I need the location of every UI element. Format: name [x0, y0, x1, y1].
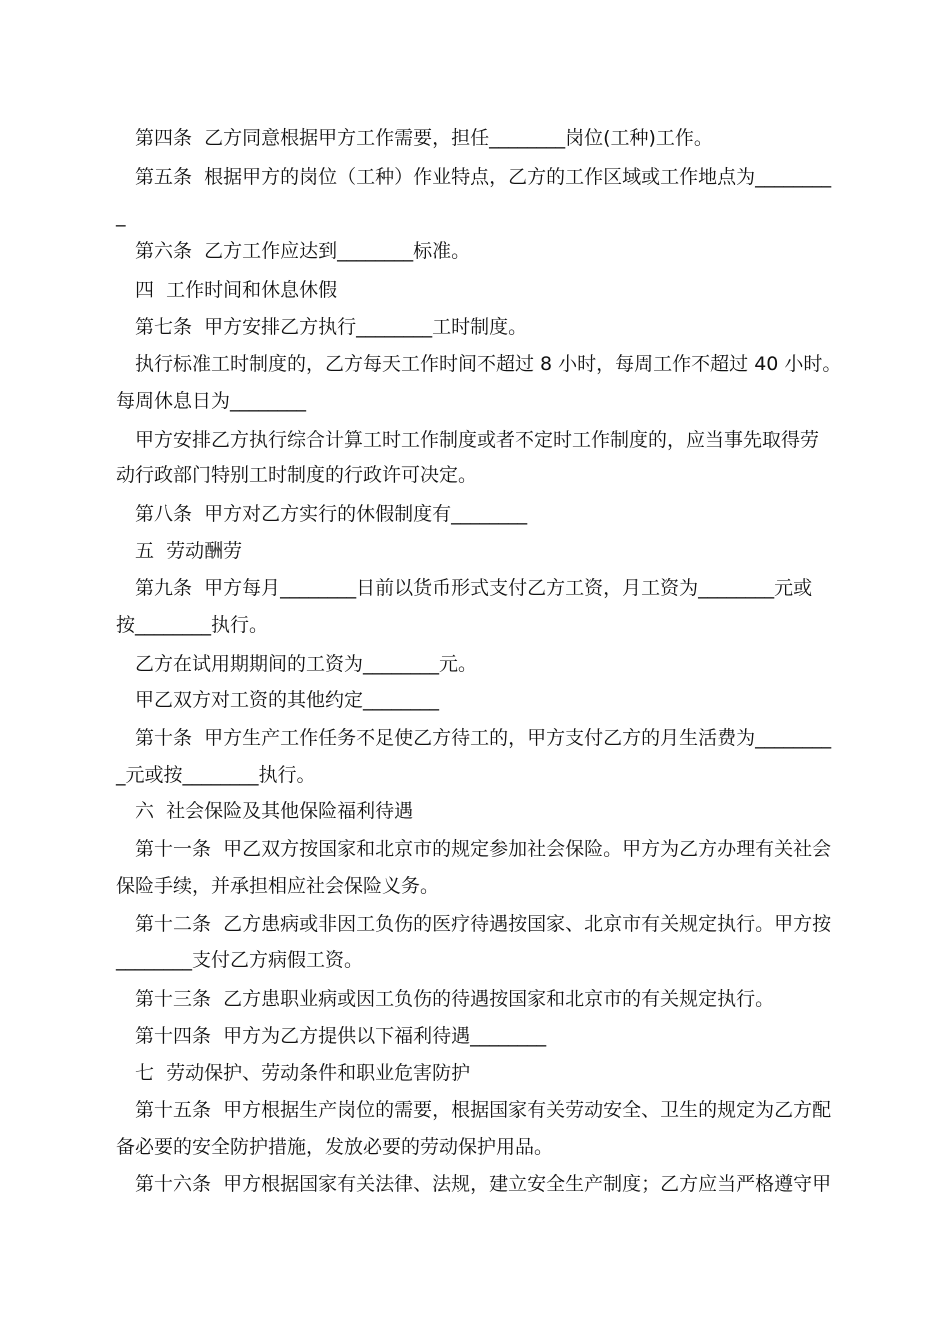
line-article-5: 第五条 根据甲方的岗位（工种）作业特点，乙方的工作区域或工作地点为________	[135, 166, 832, 188]
line-article-16: 第十六条 甲方根据国家有关法律、法规，建立安全生产制度；乙方应当严格遵守甲	[135, 1173, 832, 1195]
line-article-12: 第十二条 乙方患病或非因工负伤的医疗待遇按国家、北京市有关规定执行。甲方按	[135, 913, 832, 935]
section-heading-4: 四 工作时间和休息休假	[135, 279, 338, 301]
line-special-hours: 甲方安排乙方执行综合计算工时工作制度或者不定时工作制度的，应当事先取得劳	[135, 429, 820, 451]
line-article-5-cont: _	[116, 205, 126, 227]
line-rest-days: 每周休息日为________	[116, 390, 307, 412]
line-probation-wage: 乙方在试用期期间的工资为________元。	[135, 653, 478, 675]
line-article-11-cont: 保险手续，并承担相应社会保险义务。	[116, 875, 440, 897]
line-article-9: 第九条 甲方每月________日前以货币形式支付乙方工资，月工资为________元或	[135, 577, 813, 599]
line-article-12-cont: ________支付乙方病假工资。	[116, 949, 364, 971]
line-article-14: 第十四条 甲方为乙方提供以下福利待遇________	[135, 1025, 547, 1047]
section-heading-5: 五 劳动酬劳	[135, 540, 243, 562]
line-special-hours-cont: 动行政部门特别工时制度的行政许可决定。	[116, 464, 478, 486]
line-article-11: 第十一条 甲乙双方按国家和北京市的规定参加社会保险。甲方为乙方办理有关社会	[135, 838, 832, 860]
line-article-4: 第四条 乙方同意根据甲方工作需要，担任________岗位(工种)工作。	[135, 127, 713, 149]
line-article-15: 第十五条 甲方根据生产岗位的需要，根据国家有关劳动安全、卫生的规定为乙方配	[135, 1099, 832, 1121]
line-article-15-cont: 备必要的安全防护措施，发放必要的劳动保护用品。	[116, 1136, 554, 1158]
line-article-6: 第六条 乙方工作应达到________标准。	[135, 240, 471, 262]
line-article-10: 第十条 甲方生产工作任务不足使乙方待工的，甲方支付乙方的月生活费为________	[135, 727, 832, 749]
line-article-9-cont: 按________执行。	[116, 614, 269, 636]
line-article-10-cont: _元或按________执行。	[116, 764, 316, 786]
section-heading-7: 七 劳动保护、劳动条件和职业危害防护	[135, 1062, 471, 1084]
line-article-13: 第十三条 乙方患职业病或因工负伤的待遇按国家和北京市的有关规定执行。	[135, 988, 775, 1010]
line-article-8: 第八条 甲方对乙方实行的休假制度有________	[135, 503, 528, 525]
line-standard-hours: 执行标准工时制度的，乙方每天工作时间不超过 8 小时，每周工作不超过 40 小时。	[135, 353, 842, 375]
line-article-7: 第七条 甲方安排乙方执行________工时制度。	[135, 316, 528, 338]
line-other-wage: 甲乙双方对工资的其他约定________	[135, 689, 440, 711]
section-heading-6: 六 社会保险及其他保险福利待遇	[135, 800, 414, 822]
